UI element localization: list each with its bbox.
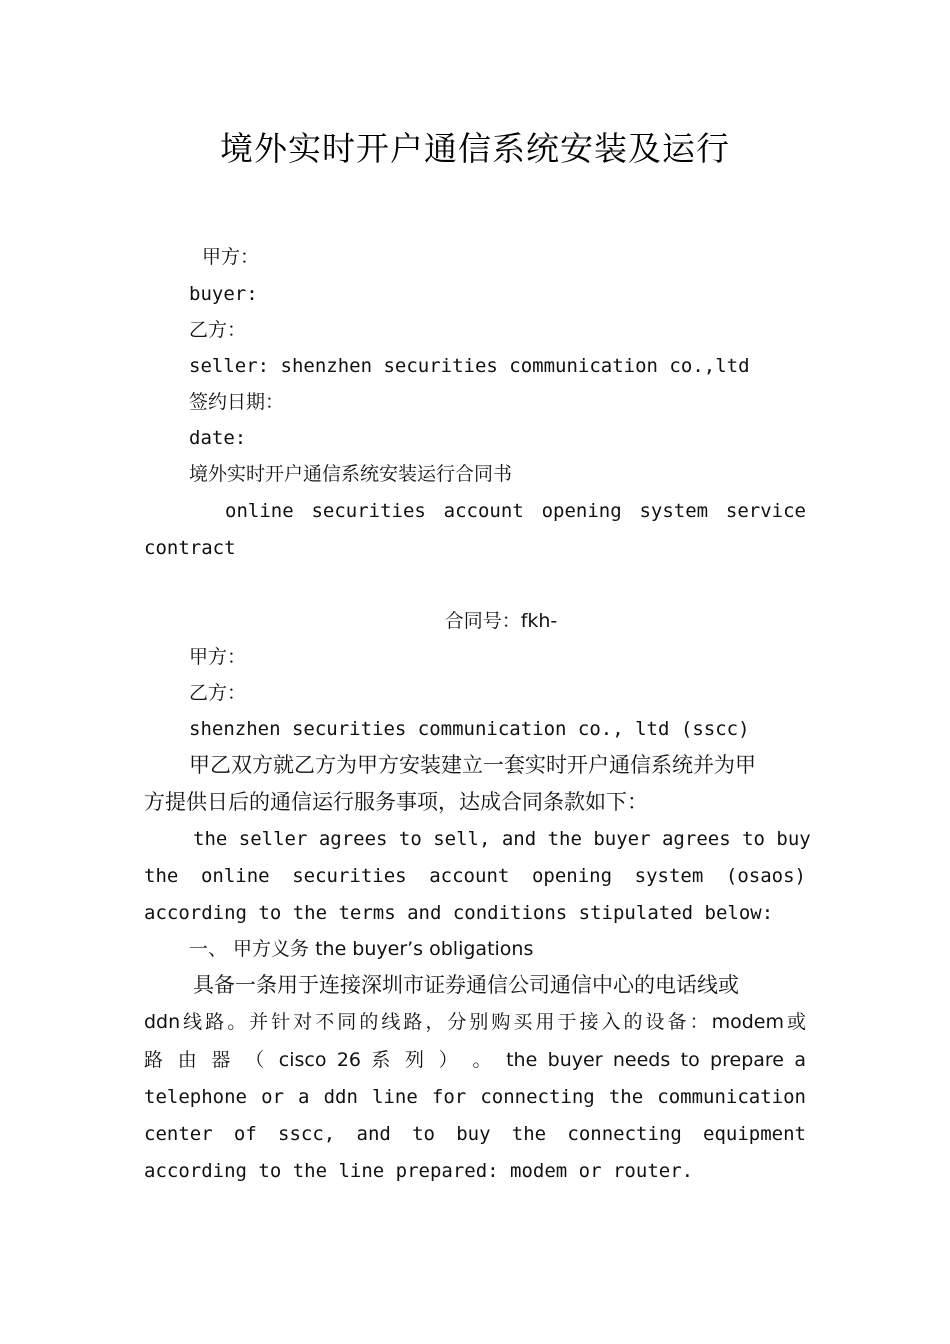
obligation-line1: 具备一条用于连接深圳市证券通信公司通信中心的电话线或 (193, 973, 739, 997)
obligation-line3: 路 由 器 （ cisco 26 系 列 ） 。 the buyer needs to prepare a (144, 1049, 806, 1071)
buyer-label: buyer: (189, 283, 258, 305)
date-label: date: (189, 427, 247, 449)
document-title: 境外实时开户通信系统安装及运行 (220, 129, 730, 168)
obligation-line4: telephone or a ddn line for connecting the communication (144, 1086, 806, 1108)
agreement-en-line3: according to the terms and conditions stipulated below: (144, 902, 774, 924)
sign-date-label: 签约日期： (189, 391, 285, 413)
contract-name-en-line1: online securities account opening system service (225, 500, 806, 522)
obligation-line2: ddn线路。并针对不同的线路，分别购买用于接入的设备：modem或 (144, 1011, 806, 1033)
party-b-label-2: 乙方： (189, 682, 247, 704)
obligation-line6: according to the line prepared: modem or router. (144, 1160, 694, 1182)
section1-heading: 一、 甲方义务 the buyer’s obligations (189, 938, 534, 960)
contract-name-en-line2: contract (144, 537, 236, 559)
contract-number: 合同号：fkh- (444, 610, 558, 632)
seller-line: seller: shenzhen securities communication co.,ltd (189, 355, 750, 377)
agreement-cn-line2: 方提供日后的通信运行服务事项，达成合同条款如下： (144, 790, 648, 814)
agreement-cn-line1: 甲乙双方就乙方为甲方安装建立一套实时开户通信系统并为甲 (189, 753, 756, 777)
party-a-label: 甲方： (202, 246, 260, 268)
party-a-label-2: 甲方： (189, 646, 247, 668)
agreement-en-line2: the online securities account opening system (osaos) (144, 865, 806, 887)
party-b-label: 乙方： (189, 319, 247, 341)
obligation-line5: center of sscc, and to buy the connecting equipment (144, 1123, 806, 1145)
party-b-name: shenzhen securities communication co., ltd (sscc) (189, 718, 750, 740)
agreement-en-line1: the seller agrees to sell, and the buyer agrees to buy (193, 828, 811, 850)
contract-name-cn: 境外实时开户通信系统安装运行合同书 (189, 463, 513, 485)
